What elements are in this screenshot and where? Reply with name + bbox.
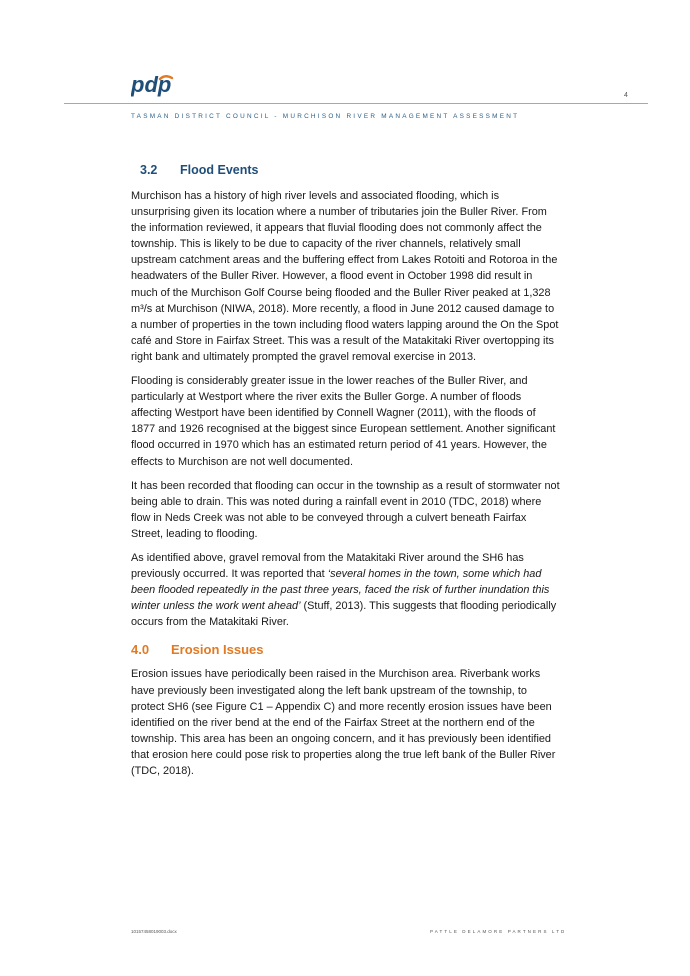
section-number: 4.0: [131, 642, 150, 658]
paragraph: [131, 550, 561, 630]
section-number: 3.2: [140, 163, 158, 177]
paragraph: Erosion issues have periodically been raised in the Murchison area. Riverbank works have previously been investigated along the left bank upstream of the township, to protect SH6 (see Figure C1 – Appendix C) and more recently erosion issues have been identified on the river bend at the end of the Fairfax Street at the northern end of the township. This area has been an ongoing concern, and it has previously been identified that erosion here could pose risk to properties along the true left bank of the Buller River (TDC, 2018).: [131, 668, 556, 777]
quoted-text: ‘several homes in the town, some which had been flooded repeatedly in the past three years, faced the risk of further inundation this winter unless the work went ahead’: [131, 568, 550, 613]
section-heading-erosion-issues: [131, 640, 561, 660]
section-title: Flood Events: [180, 163, 259, 177]
paragraph: It has been recorded that flooding can occur in the township as a result of stormwater not being able to drain. This was noted during a rainfall event in 2010 (TDC, 2018) where flow in Neds Creek was not able to be conveyed through a culvert beneath Fairfax Street, leading to flooding.: [131, 479, 560, 540]
paragraph: Murchison has a history of high river levels and associated flooding, which is unsurprising given its location where a number of tributaries join the Buller River. From the information reviewed, it appears that fluvial flooding does not commonly affect the township. This is likely to be due to capacity of the river channels, relatively small upstream catchment areas and the buffering effect from Lakes Rotoiti and Rotoroa in the headwaters of the Buller River. However, a flood event in October 1998 did result in much of the Murchison Golf Course being flooded and the Buller River peaked at 1,328 m³/s at Murchison (NIWA, 2018). More recently, a flood in June 2012 caused damage to a number of properties in the town including flood waters lapping around the On the Spot café and Store in Fairfax Street. This was a result of the Matakitaki River overtopping its right bank and ultimately prompted the gravel removal exercise in 2013.: [131, 190, 559, 363]
header-rule: [64, 103, 648, 104]
footer-company-name: PATTLE DELAMORE PARTNERS LTD: [430, 929, 567, 934]
section-heading-flood-events: [140, 160, 561, 180]
logo-text: pdp: [131, 73, 172, 97]
pdp-logo: [131, 73, 179, 99]
page-number: 4: [624, 92, 628, 99]
document-body: [131, 160, 561, 787]
paragraph-text: As identified above, gravel removal from the Matakitaki River around the SH6 has previously occurred. It was reported that: [131, 551, 524, 581]
footer-file-reference: 10157458019003.docx: [131, 929, 177, 934]
section-title: Erosion Issues: [171, 642, 264, 658]
paragraph-text: (Stuff, 2013). This suggests that flooding periodically occurs from the Matakitaki River.: [131, 600, 557, 629]
paragraph: Flooding is considerably greater issue in the lower reaches of the Buller River, and particularly at Westport where the river exits the Buller Gorge. A number of floods affecting Westport have been identified by Connell Wagner (2011), with the floods of 1877 and 1926 recognised at the biggest since European settlement. Another significant flood occurred in 1970 which has an estimated return period of 41 years. However, the effects to Murchison are not well documented.: [131, 375, 556, 468]
running-title: TASMAN DISTRICT COUNCIL - MURCHISON RIVER MANAGEMENT ASSESSMENT: [131, 113, 520, 120]
